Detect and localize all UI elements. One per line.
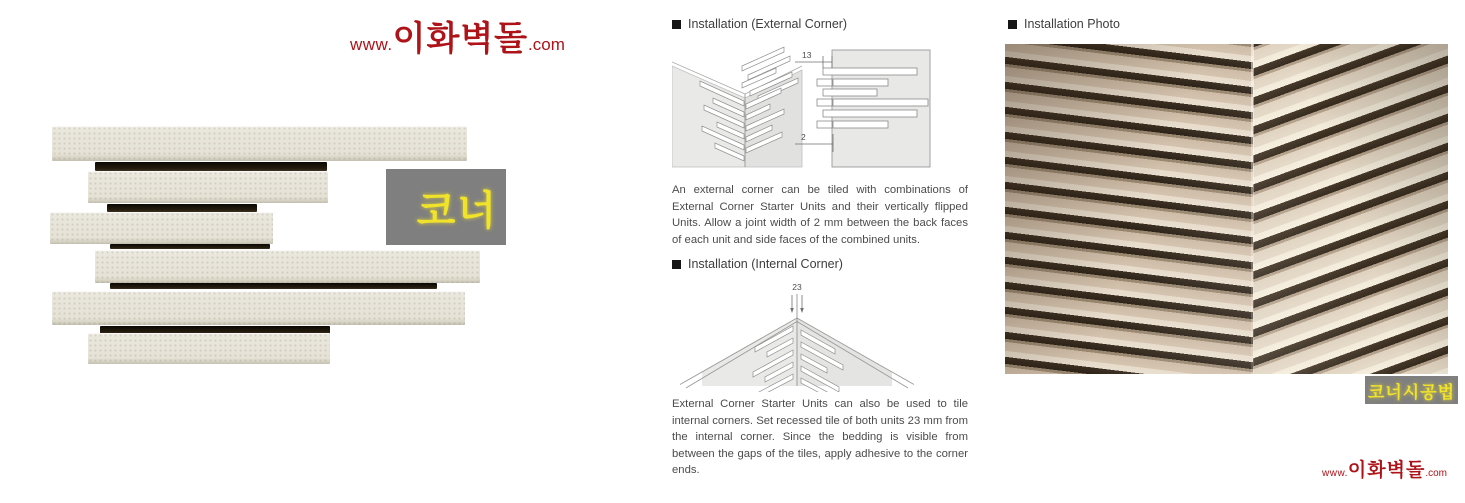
photo-corner-edge <box>1251 44 1254 374</box>
logo-brand-name: 이화벽돌 <box>392 20 529 58</box>
tile-strip <box>88 333 330 364</box>
black-square-icon <box>672 20 681 29</box>
heading-internal-corner-label: Installation (Internal Corner) <box>688 257 843 271</box>
tile-strip <box>52 291 465 325</box>
tile-gap <box>110 283 437 289</box>
external-corner-text: An external corner can be tiled with combinations of External Corner Starter Units and their vertically flipped Units. Allow a joint width of 2 mm between the back faces of each unit and side faces of the combined units. <box>672 184 968 246</box>
photo-wall-left-face <box>1005 44 1253 374</box>
heading-external-corner-label: Installation (External Corner) <box>688 17 848 31</box>
dim-internal-offset: 23 <box>792 282 802 292</box>
logo-www-prefix: www. <box>350 35 393 54</box>
tile-gap <box>107 204 257 212</box>
logo-com-suffix: .com <box>528 35 565 54</box>
logo-com-suffix: .com <box>1425 468 1447 479</box>
tile-strip <box>95 250 480 283</box>
heading-installation-photo <box>1008 17 1120 31</box>
black-square-icon <box>1008 20 1017 29</box>
tile-gap <box>95 162 327 171</box>
heading-external-corner <box>672 17 847 31</box>
black-square-icon <box>672 260 681 269</box>
tile-strip <box>52 126 467 161</box>
tile-strip <box>88 171 328 203</box>
logo-www-prefix: www. <box>1322 468 1348 479</box>
corner-method-label-badge: 코너시공법 <box>1365 376 1458 404</box>
tile-gap <box>110 244 270 249</box>
logo-brand-name: 이화벽돌 <box>1347 460 1426 481</box>
external-corner-diagram <box>672 46 968 170</box>
brand-logo-top <box>350 22 565 56</box>
photo-wall-right-face <box>1253 44 1448 374</box>
dim-external-offset: 13 <box>802 50 812 60</box>
tile-strip <box>50 212 273 244</box>
installation-photo <box>1005 44 1448 374</box>
internal-corner-text: External Corner Starter Units can also be used to tile internal corners. Set recessed tile of both units 23 mm from the internal corner. Since the bedding is visible from between the gaps of the tiles, apply adhesive to the corner ends. <box>672 398 968 476</box>
dim-external-joint: 2 <box>801 132 806 142</box>
corner-label-badge: 코너 <box>386 169 506 245</box>
heading-installation-photo-label: Installation Photo <box>1024 17 1120 31</box>
internal-corner-diagram <box>672 280 968 392</box>
heading-internal-corner <box>672 257 843 271</box>
brand-logo-bottom <box>1322 461 1447 480</box>
